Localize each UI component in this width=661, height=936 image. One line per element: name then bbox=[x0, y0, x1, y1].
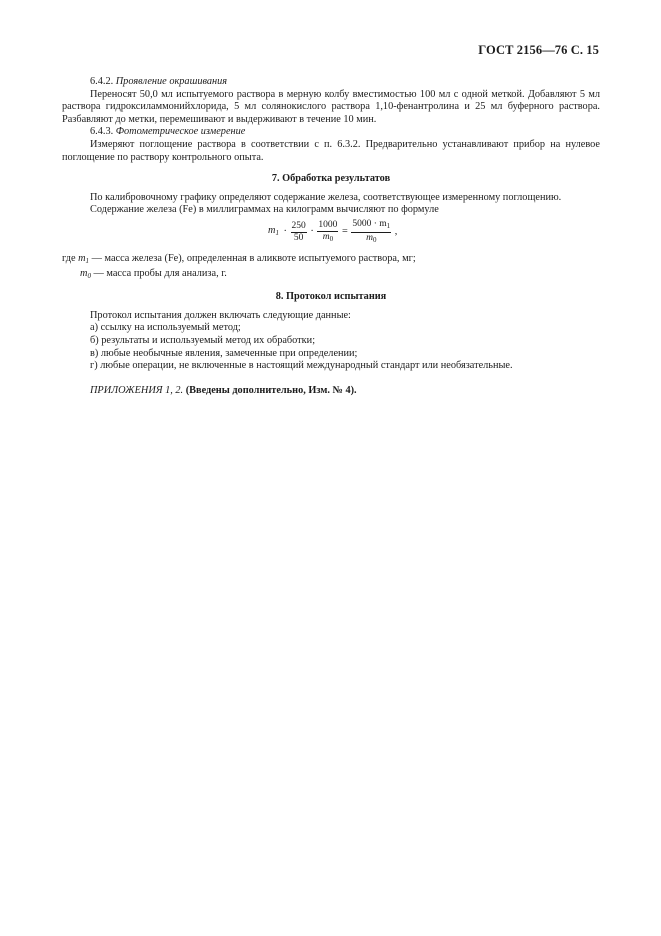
formula-m1: $m_1$ bbox=[268, 225, 279, 238]
definition-m0 bbox=[62, 268, 600, 283]
paragraph-6-4-2: Переносят 50,0 мл испытуемого раствора в мерную колбу вместимостью 100 мл с одной меткой. Добавляют 5 мл раствора гидроксиламмонийхлорида, 5 мл солянокислого раствора 1,10-фенантролина и 25 мл буферного раствора. Разбавляют до метки, перемешивают и выдерживают в течение 10 мин. bbox=[62, 88, 600, 125]
formula-fraction-2: $\frac{1000}{m_0}$ bbox=[318, 219, 338, 243]
section-8-intro: Протокол испытания должен включать следующие данные: bbox=[90, 309, 351, 321]
subsection-number: 6.4.2. bbox=[90, 76, 114, 87]
list-item: в) любые необычные явления, замеченные при определении; bbox=[90, 347, 358, 359]
section-8-heading: 8. Протокол испытания bbox=[275, 291, 387, 303]
formula-expression bbox=[267, 219, 398, 249]
annex-note bbox=[62, 385, 600, 398]
subsection-number: 6.4.3. bbox=[90, 126, 114, 138]
definition-m1: где $m_1$ — масса железа (Fe), определенная в аликвоте испытуемого раствора, мг; bbox=[62, 252, 416, 265]
subsection-title: Фотометрическое измерение bbox=[115, 126, 246, 138]
section-7-heading: 7. Обработка результатов bbox=[271, 173, 391, 185]
list-item: а) ссылку на используемый метод; bbox=[90, 322, 241, 334]
section-7-paragraph-1: По калибровочному графику определяют содержание железа, соответствующее измеренному поглощению. bbox=[90, 191, 562, 203]
iron-formula bbox=[62, 219, 600, 249]
list-item: г) любые операции, не включенные в настоящий международный стандарт или необязательные. bbox=[90, 360, 513, 372]
paragraph-6-4-3: Измеряют поглощение раствора в соответствии с п. 6.3.2. Предварительно устанавливают прибор на нулевое поглощение по раствору контрольного опыта. bbox=[62, 138, 600, 163]
annex-italic: ПРИЛОЖЕНИЯ 1, 2. bbox=[90, 384, 184, 396]
formula-fraction-1: $\frac{250}{50}$ bbox=[291, 220, 306, 243]
formula-comma: , bbox=[394, 226, 398, 238]
subsection-title: Проявление окрашивания bbox=[115, 76, 228, 87]
document-body bbox=[62, 76, 600, 397]
formula-equals: = bbox=[341, 226, 348, 238]
page-header: ГОСТ 2156—76 С. 15 bbox=[478, 43, 599, 57]
definition-text: — масса железа (Fe), определенная в аликвоте испытуемого раствора, мг; bbox=[91, 252, 416, 264]
section-7-paragraph-2: Содержание железа (Fe) в миллиграммах на килограмм вычисляют по формуле bbox=[90, 204, 439, 216]
formula-dot: · bbox=[283, 226, 287, 238]
subsection-6-4-3-title bbox=[62, 126, 600, 139]
definition-symbol: $m_1$ bbox=[78, 252, 90, 265]
subsection-6-4-2-title bbox=[62, 76, 600, 89]
list-item: б) результаты и используемый метод их обработки; bbox=[90, 334, 316, 346]
annex-bold: (Введены дополнительно, Изм. № 4). bbox=[185, 384, 357, 396]
formula-dot: · bbox=[310, 226, 314, 238]
definition-symbol: $m_0$ bbox=[80, 267, 91, 280]
formula-fraction-3: $\frac{5000 \cdot m_1}{m_0}$ bbox=[352, 218, 391, 244]
definition-text: — масса пробы для анализа, г. bbox=[93, 267, 227, 279]
